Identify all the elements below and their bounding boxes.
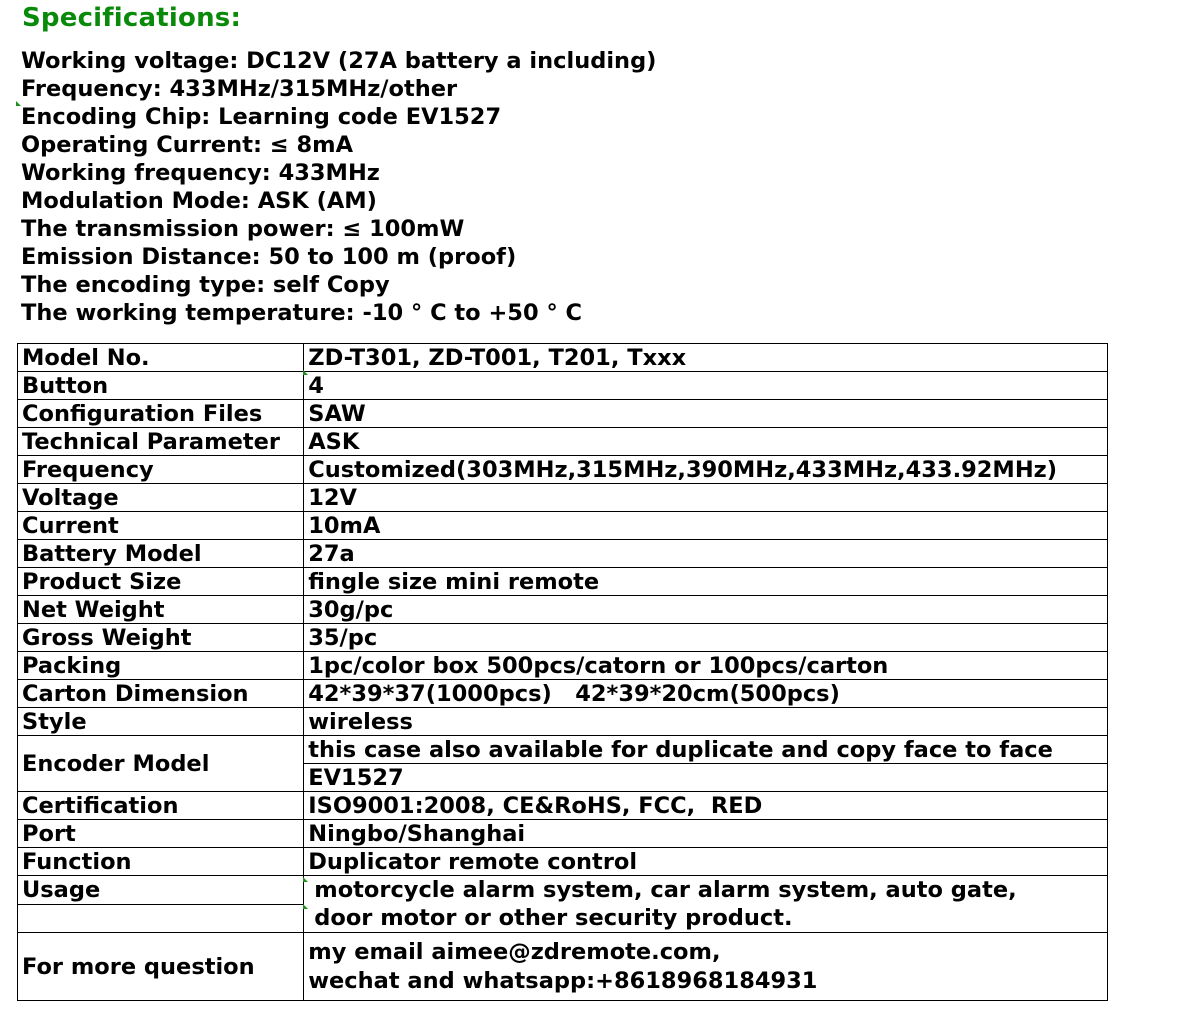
row-value: Duplicator remote control bbox=[304, 848, 1108, 876]
spec-table bbox=[17, 343, 1108, 1001]
row-key: Packing bbox=[18, 652, 304, 680]
table-row bbox=[18, 596, 1108, 624]
table-row bbox=[18, 708, 1108, 736]
row-key: Current bbox=[18, 512, 304, 540]
row-key: Voltage bbox=[18, 484, 304, 512]
row-key: For more question bbox=[18, 933, 304, 1001]
table-row-question bbox=[18, 933, 1108, 1001]
row-key: Style bbox=[18, 708, 304, 736]
row-value bbox=[304, 933, 1108, 1001]
row-key: Gross Weight bbox=[18, 624, 304, 652]
row-value: 27a bbox=[304, 540, 1108, 568]
row-key-empty bbox=[18, 904, 304, 933]
row-value: 1pc/color box 500pcs/catorn or 100pcs/carton bbox=[304, 652, 1108, 680]
row-value: Customized(303MHz,315MHz,390MHz,433MHz,433.92MHz) bbox=[304, 456, 1108, 484]
table-row-encoder bbox=[18, 736, 1108, 764]
spec-emission-distance: Emission Distance: 50 to 100 m (proof) bbox=[21, 244, 517, 270]
table-row-usage bbox=[18, 876, 1108, 905]
table-row bbox=[18, 624, 1108, 652]
table-row bbox=[18, 372, 1108, 400]
row-value: 30g/pc bbox=[304, 596, 1108, 624]
table-row bbox=[18, 568, 1108, 596]
specifications-heading: Specifications: bbox=[22, 3, 242, 33]
row-value: Ningbo/Shanghai bbox=[304, 820, 1108, 848]
row-value: 4 bbox=[304, 372, 1108, 400]
row-value: 12V bbox=[304, 484, 1108, 512]
table-row bbox=[18, 456, 1108, 484]
table-row bbox=[18, 428, 1108, 456]
table-row bbox=[18, 540, 1108, 568]
table-row bbox=[18, 484, 1108, 512]
row-key: Product Size bbox=[18, 568, 304, 596]
question-line-1: my email aimee@zdremote.com, bbox=[308, 938, 721, 965]
usage-line-2: door motor or other security product. bbox=[314, 905, 793, 931]
spec-operating-current: Operating Current: ≤ 8mA bbox=[21, 132, 353, 158]
row-key: Net Weight bbox=[18, 596, 304, 624]
table-row bbox=[18, 848, 1108, 876]
spec-modulation-mode: Modulation Mode: ASK (AM) bbox=[21, 188, 377, 214]
row-key: Function bbox=[18, 848, 304, 876]
row-key: Button bbox=[18, 372, 304, 400]
usage-line-1: motorcycle alarm system, car alarm system, auto gate, bbox=[314, 877, 1017, 903]
spec-encoding-type: The encoding type: self Copy bbox=[21, 272, 390, 298]
row-value: ZD-T301, ZD-T001, T201, Txxx bbox=[304, 344, 1108, 372]
table-row bbox=[18, 400, 1108, 428]
row-key: Model No. bbox=[18, 344, 304, 372]
cell-comment-marker bbox=[16, 101, 21, 106]
spec-transmission-power: The transmission power: ≤ 100mW bbox=[21, 216, 465, 242]
row-key: Frequency bbox=[18, 456, 304, 484]
table-row bbox=[18, 652, 1108, 680]
row-value: this case also available for duplicate and copy face to face bbox=[304, 736, 1108, 764]
spec-frequency: Frequency: 433MHz/315MHz/other bbox=[21, 76, 458, 102]
row-key: Configuration Files bbox=[18, 400, 304, 428]
table-row bbox=[18, 792, 1108, 820]
spec-working-frequency: Working frequency: 433MHz bbox=[21, 160, 380, 186]
row-value: EV1527 bbox=[304, 764, 1108, 792]
row-value: wireless bbox=[304, 708, 1108, 736]
row-key: Technical Parameter bbox=[18, 428, 304, 456]
cell-comment-marker bbox=[303, 904, 308, 909]
cell-comment-marker bbox=[303, 370, 308, 375]
table-row bbox=[18, 512, 1108, 540]
table-row bbox=[18, 820, 1108, 848]
row-key: Carton Dimension bbox=[18, 680, 304, 708]
row-key: Port bbox=[18, 820, 304, 848]
spec-working-temperature: The working temperature: -10 ° C to +50 ° C bbox=[21, 300, 583, 326]
cell-comment-marker bbox=[303, 877, 308, 882]
spec-encoding-chip: Encoding Chip: Learning code EV1527 bbox=[21, 104, 502, 130]
spec-working-voltage: Working voltage: DC12V (27A battery a including) bbox=[21, 48, 657, 74]
row-value: fingle size mini remote bbox=[304, 568, 1108, 596]
row-value: 35/pc bbox=[304, 624, 1108, 652]
row-key: Usage bbox=[18, 876, 304, 905]
row-value: 10mA bbox=[304, 512, 1108, 540]
row-key: Certification bbox=[18, 792, 304, 820]
row-value: SAW bbox=[304, 400, 1108, 428]
spec-list bbox=[21, 47, 1171, 327]
row-key: Encoder Model bbox=[18, 736, 304, 792]
row-value bbox=[304, 876, 1108, 933]
row-value: 42*39*37(1000pcs) 42*39*20cm(500pcs) bbox=[304, 680, 1108, 708]
row-key: Battery Model bbox=[18, 540, 304, 568]
table-row bbox=[18, 344, 1108, 372]
row-value: ASK bbox=[304, 428, 1108, 456]
table-row bbox=[18, 680, 1108, 708]
row-value: ISO9001:2008, CE&RoHS, FCC, RED bbox=[304, 792, 1108, 820]
question-line-2: wechat and whatsapp:+8618968184931 bbox=[308, 967, 818, 994]
